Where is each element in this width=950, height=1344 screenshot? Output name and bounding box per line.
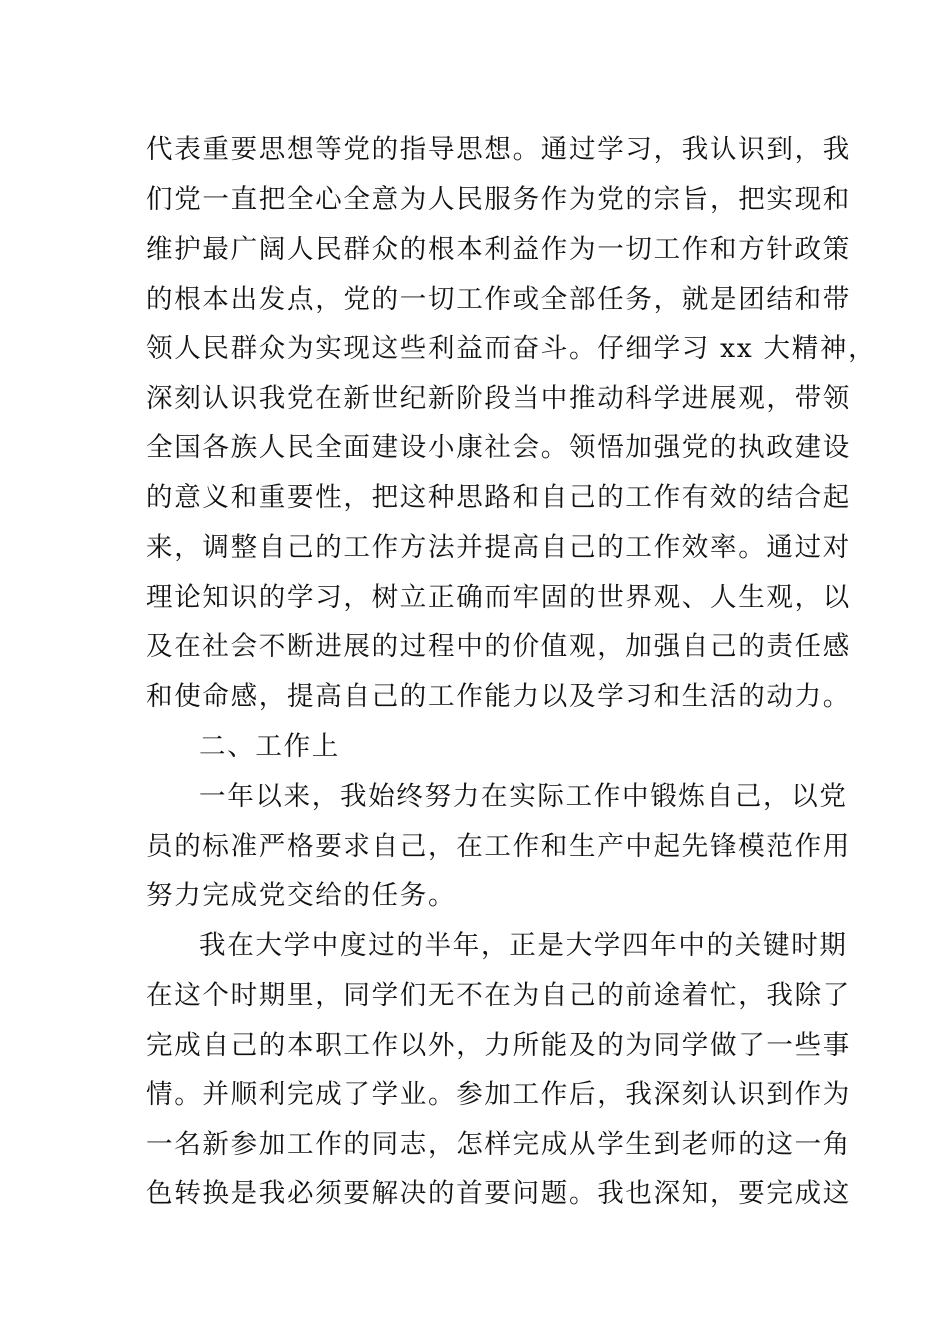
text-line: 完成自己的本职工作以外，力所能及的为同学做了一些事 — [146, 1030, 851, 1061]
text-line: 们党一直把全心全意为人民服务作为党的宗旨，把实现和 — [146, 184, 851, 215]
text-line: 努力完成党交给的任务。 — [146, 880, 457, 911]
section-heading: 二、工作上 — [199, 731, 340, 762]
text-line: 的意义和重要性，把这种思路和自己的工作有效的结合起 — [146, 482, 851, 513]
text-line: 深刻认识我党在新世纪新阶段当中推动科学进展观，带领 — [146, 383, 851, 414]
text-line: 维护最广阔人民群众的根本利益作为一切工作和方针政策 — [146, 234, 851, 265]
text-line: 色转换是我必须要解决的首要问题。我也深知，要完成这 — [146, 1178, 851, 1209]
text-line: 理论知识的学习，树立正确而牢固的世界观、人生观，以 — [146, 582, 851, 613]
text-line: 一名新参加工作的同志，怎样完成从学生到老师的这一角 — [146, 1129, 851, 1160]
text-line: 员的标准严格要求自己，在工作和生产中起先锋模范作用 — [146, 831, 851, 862]
text-line: 代表重要思想等党的指导思想。通过学习，我认识到，我 — [146, 134, 851, 165]
text-line: 全国各族人民全面建设小康社会。领悟加强党的执政建设 — [146, 432, 851, 463]
text-line: 及在社会不断进展的过程中的价值观，加强自己的责任感 — [146, 631, 851, 662]
text-line: 的根本出发点，党的一切工作或全部任务，就是团结和带 — [146, 284, 851, 315]
text-line: 在这个时期里，同学们无不在为自己的前途着忙，我除了 — [146, 980, 851, 1011]
text-line: 来，调整自己的工作方法并提高自己的工作效率。通过对 — [146, 532, 851, 563]
text-line: 领人民群众为实现这些利益而奋斗。仔细学习 xx 大精神， — [146, 333, 877, 364]
text-line: 情。并顺利完成了学业。参加工作后，我深刻认识到作为 — [146, 1079, 851, 1110]
text-line: 和使命感，提高自己的工作能力以及学习和生活的动力。 — [146, 681, 851, 712]
text-line: 我在大学中度过的半年，正是大学四年中的关键时期 — [199, 930, 848, 961]
text-line: 一年以来，我始终努力在实际工作中锻炼自己，以党 — [199, 781, 848, 812]
